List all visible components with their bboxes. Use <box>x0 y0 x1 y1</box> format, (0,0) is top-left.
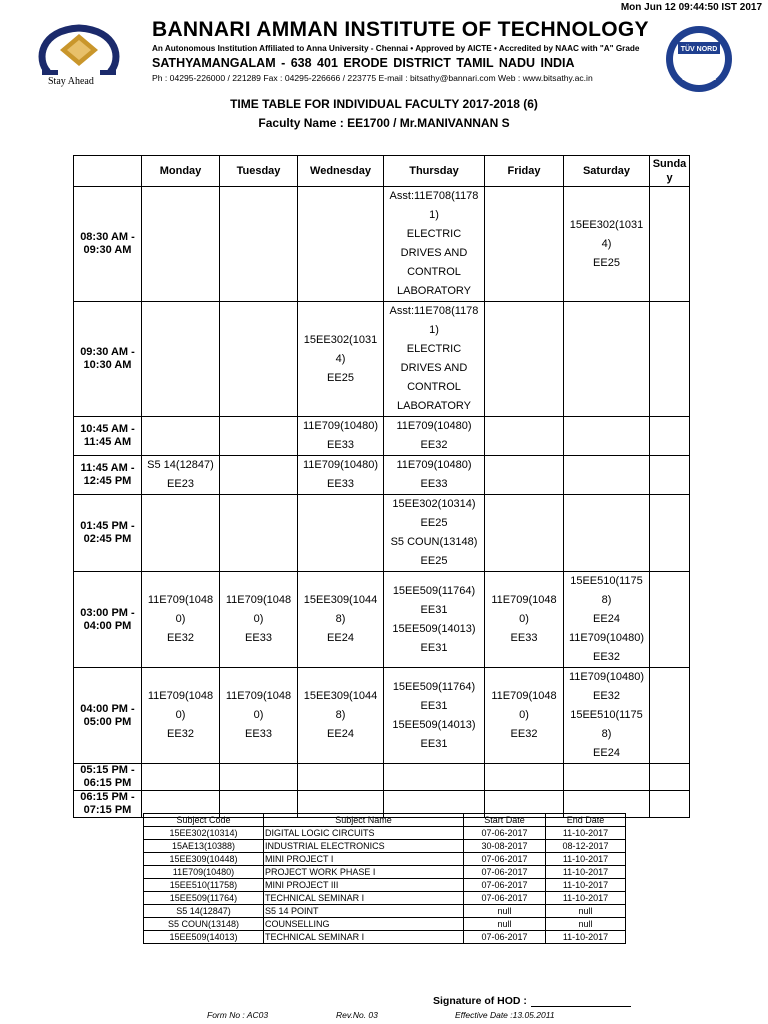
timetable-cell <box>384 668 485 764</box>
institute-contact: Ph : 04295-226000 / 221289 Fax : 04295-226666 / 223775 E-mail : bitsathy@bannari.com Web : www.bitsathy.ac.in <box>152 73 593 83</box>
timetable-cell <box>564 456 650 495</box>
timetable-cell <box>142 302 220 417</box>
start-date: 30-08-2017 <box>464 840 546 853</box>
end-date: 11-10-2017 <box>546 866 626 879</box>
timetable-row <box>74 495 690 572</box>
class-entry: 11E709(1048 0) EE32 <box>147 690 214 740</box>
timetable-cell <box>298 456 384 495</box>
subject-row <box>144 853 626 866</box>
class-entry: S5 14(12847) EE23 <box>147 459 214 490</box>
timetable-header-row <box>74 156 690 187</box>
timetable-cell <box>564 572 650 668</box>
class-entry: 11E709(10480) EE32 15EE510(1175 8) EE24 <box>568 671 645 759</box>
day-header: Tuesday <box>220 156 298 187</box>
subject-code: 11E709(10480) <box>144 866 264 879</box>
subject-row <box>144 866 626 879</box>
start-date: null <box>464 905 546 918</box>
timetable-cell <box>142 456 220 495</box>
timetable-row <box>74 764 690 791</box>
class-entry: 11E709(1048 0) EE33 <box>491 594 557 644</box>
timetable-row <box>74 456 690 495</box>
timetable-cell <box>650 302 690 417</box>
start-date: 07-06-2017 <box>464 827 546 840</box>
class-entry: 11E709(10480) EE32 <box>396 420 472 451</box>
start-date: null <box>464 918 546 931</box>
day-header: Monday <box>142 156 220 187</box>
class-entry: 15EE302(1031 4) EE25 <box>569 218 644 269</box>
timetable-cell <box>564 187 650 302</box>
timetable-cell <box>298 417 384 456</box>
timetable-cell <box>298 764 384 791</box>
timetable-cell <box>142 187 220 302</box>
timetable-cell <box>650 495 690 572</box>
subject-code: 15EE302(10314) <box>144 827 264 840</box>
class-entry: 15EE309(1044 8) EE24 <box>303 690 378 740</box>
subject-row <box>144 931 626 944</box>
subject-name: INDUSTRIAL ELECTRONICS <box>264 840 464 853</box>
subject-name: COUNSELLING <box>264 918 464 931</box>
timetable-cell <box>485 572 564 668</box>
institute-tagline: Stay Ahead <box>48 76 94 87</box>
timetable-cell <box>485 417 564 456</box>
timetable-cell <box>298 668 384 764</box>
timetable-cell <box>564 417 650 456</box>
signature-line <box>531 996 631 1007</box>
timetable-cell <box>298 495 384 572</box>
end-date: 11-10-2017 <box>546 892 626 905</box>
timetable-cell <box>220 302 298 417</box>
subject-column-header: Subject Code <box>144 814 264 827</box>
subject-row <box>144 892 626 905</box>
timetable-cell <box>220 456 298 495</box>
timetable-cell <box>142 417 220 456</box>
cert-brand-text: TÜV NORD <box>680 46 718 53</box>
timetable-cell <box>384 417 485 456</box>
timetable-row <box>74 668 690 764</box>
subject-header-row <box>144 814 626 827</box>
class-entry: 11E709(10480) EE33 <box>396 459 472 490</box>
class-entry: 15EE510(1175 8) EE24 11E709(10480) EE32 <box>568 575 645 663</box>
time-slot-label: 08:30 AM - 09:30 AM <box>74 187 142 302</box>
timetable-cell <box>650 668 690 764</box>
time-slot-label: 11:45 AM - 12:45 PM <box>74 456 142 495</box>
subject-code: 15EE509(11764) <box>144 892 264 905</box>
class-entry: 15EE509(11764) EE31 15EE509(14013) EE31 <box>392 680 476 750</box>
class-entry: Asst:11E708(1178 1) ELECTRIC DRIVES AND CONTROL LABORATORY <box>389 305 479 412</box>
timetable-cell <box>485 668 564 764</box>
faculty-timetable <box>73 155 690 818</box>
timetable-cell <box>220 187 298 302</box>
timetable-corner-cell <box>74 156 142 187</box>
time-slot-label: 05:15 PM - 06:15 PM <box>74 764 142 791</box>
timetable-cell <box>142 572 220 668</box>
day-header: Saturday <box>564 156 650 187</box>
time-slot-label: 04:00 PM - 05:00 PM <box>74 668 142 764</box>
timetable-cell <box>650 456 690 495</box>
class-entry: 15EE302(1031 4) EE25 <box>303 333 378 384</box>
timetable-title: TIME TABLE FOR INDIVIDUAL FACULTY 2017-2018 (6) <box>230 97 538 111</box>
class-entry: 11E709(1048 0) EE32 <box>147 594 214 644</box>
subject-name: DIGITAL LOGIC CIRCUITS <box>264 827 464 840</box>
timetable-cell <box>564 302 650 417</box>
subject-name: S5 14 POINT <box>264 905 464 918</box>
timetable-cell <box>564 668 650 764</box>
subject-row <box>144 905 626 918</box>
subject-name: TECHNICAL SEMINAR I <box>264 931 464 944</box>
subject-code: S5 14(12847) <box>144 905 264 918</box>
subject-name: MINI PROJECT I <box>264 853 464 866</box>
end-date: 08-12-2017 <box>546 840 626 853</box>
class-entry: 15EE509(11764) EE31 15EE509(14013) EE31 <box>392 584 476 654</box>
subject-name: PROJECT WORK PHASE I <box>264 866 464 879</box>
timetable-cell <box>298 302 384 417</box>
subject-code: 15EE510(11758) <box>144 879 264 892</box>
print-timestamp: Mon Jun 12 09:44:50 IST 2017 <box>620 2 762 13</box>
time-slot-label: 03:00 PM - 04:00 PM <box>74 572 142 668</box>
timetable-cell <box>650 572 690 668</box>
subject-column-header: Subject Name <box>264 814 464 827</box>
day-header: Friday <box>485 156 564 187</box>
timetable-row <box>74 302 690 417</box>
effective-date: Effective Date :13.05.2011 <box>455 1010 555 1020</box>
timetable-cell <box>564 764 650 791</box>
timetable-cell <box>650 791 690 818</box>
subject-code: S5 COUN(13148) <box>144 918 264 931</box>
subject-name: MINI PROJECT III <box>264 879 464 892</box>
timetable-cell <box>220 495 298 572</box>
class-entry: 15EE309(1044 8) EE24 <box>303 594 378 644</box>
timetable-cell <box>142 764 220 791</box>
start-date: 07-06-2017 <box>464 866 546 879</box>
subject-row <box>144 918 626 931</box>
class-entry: 11E709(1048 0) EE33 <box>225 594 292 644</box>
class-entry: Asst:11E708(1178 1) ELECTRIC DRIVES AND CONTROL LABORATORY <box>389 190 479 297</box>
timetable-cell <box>384 187 485 302</box>
institute-name: BANNARI AMMAN INSTITUTE OF TECHNOLOGY <box>152 18 649 41</box>
subject-column-header: End Date <box>546 814 626 827</box>
day-header: Sunda y <box>650 156 690 187</box>
hod-signature-label: Signature of HOD : <box>433 995 527 1007</box>
class-entry: 15EE302(10314) EE25 S5 COUN(13148) EE25 <box>390 498 478 567</box>
timetable-cell <box>485 495 564 572</box>
form-number: Form No : AC03 <box>207 1010 269 1020</box>
end-date: 11-10-2017 <box>546 931 626 944</box>
time-slot-label: 06:15 PM - 07:15 PM <box>74 791 142 818</box>
timetable-cell <box>384 302 485 417</box>
timetable-cell <box>485 302 564 417</box>
end-date: 11-10-2017 <box>546 827 626 840</box>
subject-code: 15AE13(10388) <box>144 840 264 853</box>
class-entry: 11E709(10480) EE33 <box>302 459 379 490</box>
cert-standard-text: ISO 9001 <box>682 73 716 82</box>
end-date: null <box>546 905 626 918</box>
timetable-cell <box>650 764 690 791</box>
timetable-cell <box>384 456 485 495</box>
start-date: 07-06-2017 <box>464 853 546 866</box>
timetable-cell <box>485 456 564 495</box>
timetable-cell <box>564 495 650 572</box>
time-slot-label: 01:45 PM - 02:45 PM <box>74 495 142 572</box>
revision-number: Rev.No. 03 <box>336 1010 378 1020</box>
start-date: 07-06-2017 <box>464 931 546 944</box>
institute-address: SATHYAMANGALAM - 638 401 ERODE DISTRICT TAMIL NADU INDIA <box>152 56 575 70</box>
timetable-cell <box>485 187 564 302</box>
time-slot-label: 10:45 AM - 11:45 AM <box>74 417 142 456</box>
timetable-cell <box>384 495 485 572</box>
timetable-cell <box>384 764 485 791</box>
class-entry: 11E709(10480) EE33 <box>302 420 379 451</box>
time-slot-label: 09:30 AM - 10:30 AM <box>74 302 142 417</box>
start-date: 07-06-2017 <box>464 879 546 892</box>
end-date: 11-10-2017 <box>546 879 626 892</box>
timetable-cell <box>220 668 298 764</box>
timetable-cell <box>384 572 485 668</box>
timetable-cell <box>220 764 298 791</box>
day-header: Wednesday <box>298 156 384 187</box>
institute-affiliation: An Autonomous Institution Affiliated to Anna University - Chennai • Approved by AICTE • Accredited by NAAC with "A" Grade <box>152 44 640 53</box>
end-date: 11-10-2017 <box>546 853 626 866</box>
subject-row <box>144 840 626 853</box>
day-header: Thursday <box>384 156 485 187</box>
timetable-cell <box>485 764 564 791</box>
timetable-cell <box>298 572 384 668</box>
subject-name: TECHNICAL SEMINAR I <box>264 892 464 905</box>
timetable-cell <box>142 668 220 764</box>
subject-code: 15EE309(10448) <box>144 853 264 866</box>
subject-column-header: Start Date <box>464 814 546 827</box>
timetable-row <box>74 417 690 456</box>
start-date: 07-06-2017 <box>464 892 546 905</box>
end-date: null <box>546 918 626 931</box>
timetable-cell <box>220 572 298 668</box>
faculty-name: Faculty Name : EE1700 / Mr.MANIVANNAN S <box>258 116 510 130</box>
subject-code: 15EE509(14013) <box>144 931 264 944</box>
timetable-cell <box>220 417 298 456</box>
class-entry: 11E709(1048 0) EE33 <box>225 690 292 740</box>
timetable-cell <box>650 187 690 302</box>
subject-table <box>143 813 626 944</box>
subject-row <box>144 879 626 892</box>
class-entry: 11E709(1048 0) EE32 <box>491 690 557 740</box>
iso-certification-logo <box>664 24 734 94</box>
timetable-cell <box>650 417 690 456</box>
timetable-cell <box>298 187 384 302</box>
hod-signature <box>433 995 631 1007</box>
timetable-row <box>74 572 690 668</box>
subject-row <box>144 827 626 840</box>
timetable-row <box>74 187 690 302</box>
timetable-cell <box>142 495 220 572</box>
